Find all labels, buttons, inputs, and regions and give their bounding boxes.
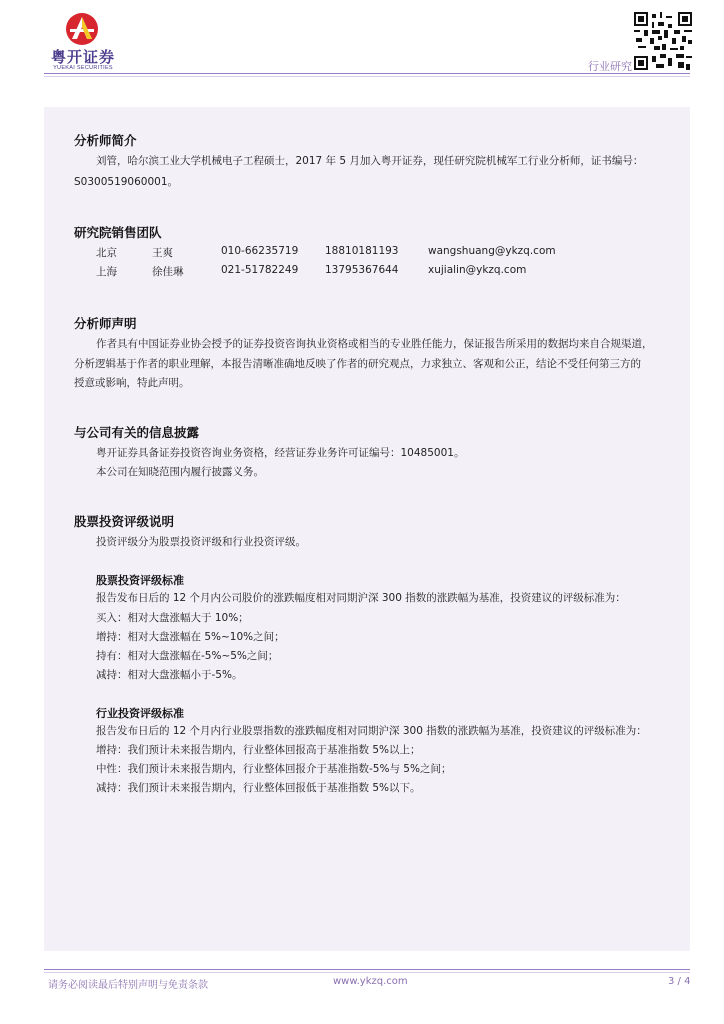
page-number: 3 / 4 xyxy=(668,976,691,987)
industry-rating-item: 减持：我们预计未来报告期内，行业整体回报低于基准指数 5%以下。 xyxy=(96,782,421,794)
stock-rating-item: 买入：相对大盘涨幅大于 10%； xyxy=(96,612,249,624)
sales-team-heading: 研究院销售团队 xyxy=(74,225,162,240)
analyst-intro-heading: 分析师简介 xyxy=(74,133,137,148)
team-name: 徐佳琳 xyxy=(152,266,184,278)
footer-disclaimer-notice: 请务必阅读最后特别声明与免责条款 xyxy=(48,980,208,991)
stock-rating-desc: 报告发布日后的 12 个月内公司股价的涨跌幅度相对同期沪深 300 指数的涨跌幅为基准，投资建议的评级标准为： xyxy=(96,592,626,604)
statement-line: 作者具有中国证券业协会授予的证券投资咨询执业资格或相当的专业胜任能力，保证报告所采用的数据均来自合规渠道， xyxy=(96,338,653,350)
statement-line: 分析逻辑基于作者的职业理解，本报告清晰准确地反映了作者的研究观点，力求独立、客观和公正，结论不受任何第三方的 xyxy=(74,358,641,370)
statement-line: 授意或影响，特此声明。 xyxy=(74,377,190,389)
footer-divider xyxy=(44,969,690,970)
disclosure-line: 本公司在知晓范围内履行披露义务。 xyxy=(96,466,264,478)
industry-rating-desc: 报告发布日后的 12 个月内行业股票指数的涨跌幅度相对同期沪深 300 指数的涨跌幅为基准，投资建议的评级标准为： xyxy=(96,725,647,737)
logo-mark-icon xyxy=(65,12,99,46)
page-header xyxy=(0,0,724,80)
team-mobile: 18810181193 xyxy=(325,245,399,257)
team-email: xujialin@ykzq.com xyxy=(428,264,527,276)
header-divider xyxy=(44,73,690,74)
footer-website[interactable]: www.ykzq.com xyxy=(333,976,408,987)
logo-text-cn: 粤开证券 xyxy=(50,48,115,66)
team-mobile: 13795367644 xyxy=(325,264,399,276)
stock-rating-item: 持有：相对大盘涨幅在-5%~5%之间； xyxy=(96,650,279,662)
team-email: wangshuang@ykzq.com xyxy=(428,245,556,257)
rating-intro: 投资评级分为股票投资评级和行业投资评级。 xyxy=(96,536,306,548)
analyst-intro-line: 刘管，哈尔滨工业大学机械电子工程硕士，2017 年 5 月加入粤开证券，现任研究院机械军工行业分析师，证书编号： xyxy=(96,155,644,167)
company-logo xyxy=(48,12,118,74)
header-divider-secondary xyxy=(44,76,690,77)
team-city: 上海 xyxy=(96,266,117,278)
team-city: 北京 xyxy=(96,247,117,259)
rating-heading: 股票投资评级说明 xyxy=(74,514,175,529)
team-phone: 021-51782249 xyxy=(221,264,299,276)
industry-rating-item: 增持：我们预计未来报告期内，行业整体回报高于基准指数 5%以上； xyxy=(96,744,421,756)
stock-rating-item: 增持：相对大盘涨幅在 5%~10%之间； xyxy=(96,631,285,643)
disclosure-heading: 与公司有关的信息披露 xyxy=(74,425,200,440)
section-label: 行业研究 xyxy=(588,60,632,73)
analyst-intro-line: S0300519060001。 xyxy=(74,176,179,188)
stock-rating-heading: 股票投资评级标准 xyxy=(96,574,184,587)
industry-rating-item: 中性：我们预计未来报告期内，行业整体回报介于基准指数-5%与 5%之间； xyxy=(96,763,452,775)
team-name: 王爽 xyxy=(152,247,173,259)
qr-code-icon xyxy=(634,12,692,70)
logo-text-en: YUEKAI SECURITIES xyxy=(53,65,113,71)
team-phone: 010-66235719 xyxy=(221,245,299,257)
disclosure-line: 粤开证券具备证券投资咨询业务资格，经营证券业务许可证编号：10485001。 xyxy=(96,447,465,459)
industry-rating-heading: 行业投资评级标准 xyxy=(96,707,184,720)
footer-divider-secondary xyxy=(44,972,690,973)
analyst-statement-heading: 分析师声明 xyxy=(74,316,137,331)
stock-rating-item: 减持：相对大盘涨幅小于-5%。 xyxy=(96,669,243,681)
